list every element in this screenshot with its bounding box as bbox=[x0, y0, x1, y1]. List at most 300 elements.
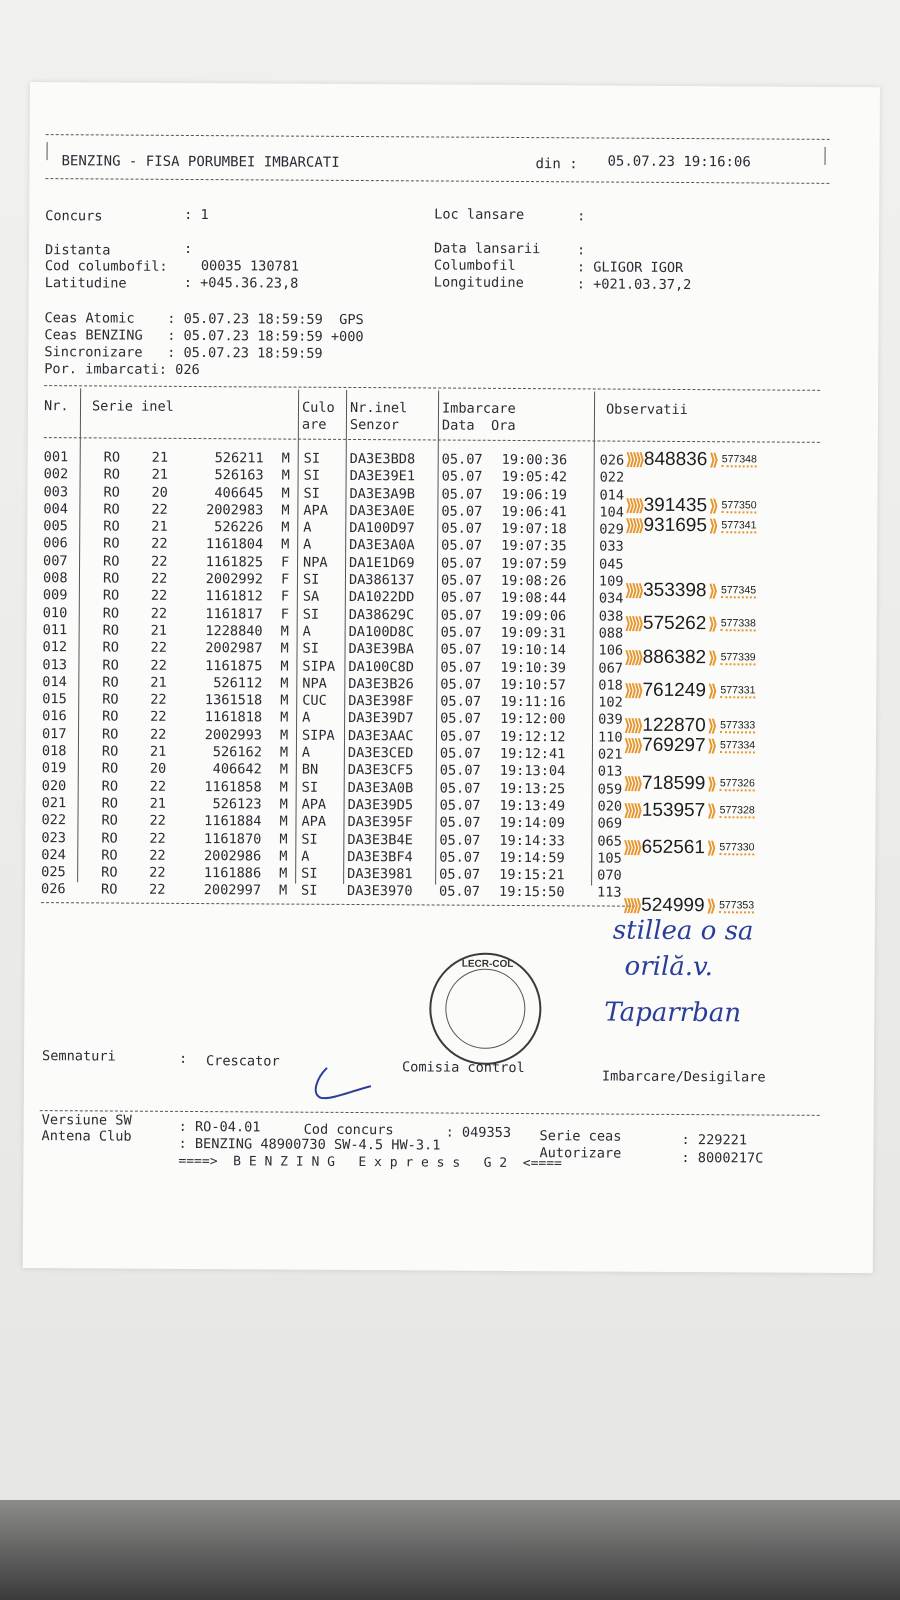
longitudine-value: : +021.03.37,2 bbox=[576, 276, 692, 294]
concurs-label: Concurs bbox=[45, 208, 103, 225]
col-serie-header: Serie inel bbox=[91, 398, 174, 415]
col-culoare-header-2: are bbox=[301, 416, 327, 433]
date-label: din : bbox=[535, 156, 578, 173]
paper-sheet bbox=[23, 82, 880, 1273]
cell-obs: 088 bbox=[598, 625, 624, 642]
cell-col: SIPA bbox=[301, 727, 335, 744]
cell-sex: M bbox=[279, 796, 288, 813]
cell-sex: M bbox=[280, 675, 289, 692]
cell-date: 05.07 bbox=[439, 883, 481, 901]
ring-sticker bbox=[623, 801, 754, 822]
cell-yr: 22 bbox=[150, 709, 167, 726]
sticker-pattern-icon: ⟩⟩⟩⟩⟩ bbox=[625, 517, 642, 535]
cell-obs: 026 bbox=[599, 452, 625, 469]
cell-sen: DA3E3B4E bbox=[347, 831, 413, 848]
cell-col: SI bbox=[303, 467, 321, 485]
cell-col: A bbox=[301, 744, 311, 761]
sticker-pattern-icon: ⟩⟩⟩⟩⟩ bbox=[625, 497, 642, 515]
cell-time: 19:07:35 bbox=[501, 538, 567, 555]
cell-num: 526123 bbox=[212, 796, 262, 813]
col-data-ora-header: Data Ora bbox=[441, 417, 516, 434]
ring-sticker bbox=[624, 681, 755, 702]
cell-sen: DA38629C bbox=[348, 606, 415, 624]
versiune-sw-value: : RO-04.01 bbox=[178, 1118, 261, 1136]
cell-nr: 021 bbox=[41, 795, 67, 812]
cell-nr: 001 bbox=[43, 449, 69, 466]
cell-time: 19:05:42 bbox=[501, 469, 568, 486]
cell-obs: 034 bbox=[598, 590, 624, 608]
cell-cc: RO bbox=[101, 864, 118, 881]
col-culoare-header: Culo bbox=[301, 399, 335, 416]
cell-num: 526211 bbox=[214, 450, 264, 467]
cell-sex: M bbox=[281, 467, 290, 484]
loc-lansare-value: : bbox=[577, 208, 586, 225]
footer-rule bbox=[40, 1110, 820, 1116]
cell-obs: 070 bbox=[597, 867, 622, 884]
sticker-code: 577333 bbox=[720, 719, 756, 732]
cell-col: SI bbox=[302, 571, 320, 588]
cell-cc: RO bbox=[103, 466, 121, 483]
cell-yr: 22 bbox=[150, 657, 167, 674]
cell-sex: M bbox=[281, 502, 290, 519]
sticker-code: 577326 bbox=[719, 777, 755, 790]
cell-nr: 013 bbox=[42, 656, 68, 673]
cell-nr: 003 bbox=[43, 483, 69, 500]
cell-col: A bbox=[302, 623, 311, 640]
cell-cc: RO bbox=[101, 829, 118, 847]
cell-sen: DA3E3A0B bbox=[347, 779, 414, 796]
header-left-bar bbox=[47, 142, 48, 160]
cell-cc: RO bbox=[101, 812, 118, 829]
cell-sex: M bbox=[279, 848, 288, 865]
cell-yr: 20 bbox=[149, 761, 167, 778]
cell-sex: M bbox=[279, 813, 288, 830]
sticker-pattern-icon: ⟩⟩ bbox=[708, 518, 716, 536]
ring-sticker bbox=[625, 496, 756, 517]
latitudine-label: Latitudine bbox=[44, 275, 127, 292]
cell-nr: 022 bbox=[41, 812, 67, 829]
cell-num: 526112 bbox=[213, 674, 263, 692]
cell-sex: M bbox=[279, 865, 288, 882]
cell-yr: 21 bbox=[150, 674, 167, 691]
cell-nr: 017 bbox=[41, 725, 67, 742]
cell-nr: 016 bbox=[42, 708, 67, 725]
cell-num: 1161817 bbox=[205, 605, 263, 623]
sticker-code: 577350 bbox=[721, 499, 757, 512]
loc-lansare-label: Loc lansare bbox=[434, 206, 525, 224]
sticker-pattern-icon: ⟩⟩⟩⟩⟩ bbox=[624, 717, 641, 735]
cell-date: 05.07 bbox=[441, 555, 483, 572]
cell-num: 2002993 bbox=[204, 726, 263, 744]
cell-date: 05.07 bbox=[439, 762, 481, 780]
cell-obs: 067 bbox=[598, 660, 624, 677]
cell-date: 05.07 bbox=[440, 693, 482, 710]
cell-obs: 109 bbox=[598, 573, 624, 590]
cell-cc: RO bbox=[101, 795, 119, 812]
cell-time: 19:09:31 bbox=[500, 624, 567, 642]
cell-date: 05.07 bbox=[441, 451, 483, 468]
sticker-pattern-icon: ⟩⟩ bbox=[708, 498, 716, 516]
sticker-number: 524999 bbox=[641, 894, 705, 917]
cell-sen: DA3E3B26 bbox=[348, 675, 414, 693]
cell-col: SI bbox=[302, 640, 319, 658]
cell-sen: DA1022DD bbox=[348, 589, 415, 606]
sticker-pattern-icon: ⟩⟩ bbox=[706, 898, 714, 916]
antena-club-value: : BENZING 48900730 SW-4.5 HW-3.1 bbox=[178, 1135, 441, 1154]
cell-sen: DA3E3981 bbox=[347, 866, 413, 883]
cell-num: 526162 bbox=[212, 744, 262, 761]
cell-col: SI bbox=[303, 485, 320, 502]
cell-yr: 22 bbox=[149, 882, 166, 899]
porumbei-imbarcati: Por. imbarcati: 026 bbox=[44, 361, 200, 379]
cell-date: 05.07 bbox=[439, 814, 481, 831]
cell-num: 2002986 bbox=[203, 847, 262, 865]
sticker-number: 848836 bbox=[643, 448, 708, 471]
cell-date: 05.07 bbox=[441, 486, 483, 503]
sticker-number: 575262 bbox=[642, 612, 707, 635]
cell-time: 19:13:25 bbox=[499, 780, 566, 797]
cell-num: 1161818 bbox=[204, 709, 263, 726]
sticker-number: 652561 bbox=[641, 836, 706, 859]
cell-sex: M bbox=[281, 519, 290, 536]
col-senzor-header: Senzor bbox=[349, 416, 400, 434]
autorizare-label: Autorizare bbox=[539, 1145, 622, 1162]
cell-date: 05.07 bbox=[440, 589, 482, 607]
cod-concurs-value: : 049353 bbox=[445, 1124, 512, 1141]
cell-yr: 21 bbox=[149, 795, 167, 812]
cell-sex: M bbox=[279, 744, 289, 761]
cell-cc: RO bbox=[101, 847, 118, 864]
cell-num: 1228840 bbox=[205, 623, 263, 640]
ring-sticker bbox=[625, 614, 756, 635]
cell-sex: M bbox=[280, 658, 289, 675]
cell-num: 406645 bbox=[214, 484, 264, 502]
cell-yr: 22 bbox=[149, 812, 166, 830]
comisia-control-label: Comisia control bbox=[401, 1059, 525, 1077]
cell-obs: 110 bbox=[597, 729, 623, 746]
crescator-signature bbox=[309, 1064, 379, 1104]
cell-sex: M bbox=[281, 450, 290, 467]
sticker-pattern-icon: ⟩⟩⟩⟩⟩ bbox=[624, 615, 641, 633]
sticker-number: 353398 bbox=[643, 579, 707, 602]
sticker-code: 577331 bbox=[720, 684, 756, 697]
sticker-pattern-icon: ⟩⟩ bbox=[708, 650, 715, 668]
col-nrinel-header: Nr.inel bbox=[349, 399, 408, 417]
cell-time: 19:09:06 bbox=[500, 607, 567, 624]
cell-nr: 024 bbox=[41, 846, 66, 864]
cell-cc: RO bbox=[103, 484, 120, 501]
cell-nr: 015 bbox=[42, 691, 67, 708]
columbofil-label: Columbofil bbox=[433, 257, 516, 274]
ceas-atomic: Ceas Atomic : 05.07.23 18:59:59 GPS bbox=[44, 310, 364, 329]
cell-sen: DA3E3A0A bbox=[349, 537, 415, 554]
cell-obs: 021 bbox=[597, 746, 623, 763]
cell-obs: 022 bbox=[599, 469, 625, 486]
cell-obs: 033 bbox=[599, 538, 624, 556]
cell-sen: DA100D8C bbox=[348, 623, 415, 641]
cell-time: 19:10:57 bbox=[500, 676, 566, 694]
distanta-label: Distanta bbox=[44, 242, 111, 259]
serie-ceas-value: : 229221 bbox=[681, 1132, 748, 1149]
cell-num: 2002997 bbox=[203, 882, 262, 899]
cell-date: 05.07 bbox=[439, 745, 481, 762]
cell-time: 19:12:12 bbox=[499, 728, 566, 746]
cell-time: 19:00:36 bbox=[501, 451, 568, 469]
ring-sticker bbox=[624, 648, 755, 669]
cell-yr: 22 bbox=[149, 726, 167, 743]
cell-sen: DA1E1D69 bbox=[349, 554, 415, 572]
cell-time: 19:14:33 bbox=[499, 832, 565, 849]
cell-cc: RO bbox=[101, 760, 119, 777]
cell-time: 19:06:19 bbox=[501, 486, 568, 503]
longitudine-label: Longitudine bbox=[433, 274, 524, 292]
sticker-pattern-icon: ⟩⟩ bbox=[707, 718, 715, 736]
cell-nr: 019 bbox=[41, 760, 67, 777]
cell-sen: DA3E3BD8 bbox=[349, 450, 416, 468]
cell-obs: 014 bbox=[599, 487, 625, 504]
cell-date: 05.07 bbox=[440, 676, 482, 693]
sticker-code: 577338 bbox=[720, 617, 756, 630]
ring-sticker bbox=[624, 774, 755, 795]
cell-cc: RO bbox=[101, 881, 118, 898]
sticker-pattern-icon: ⟩⟩ bbox=[707, 803, 714, 821]
cell-time: 19:13:49 bbox=[499, 797, 566, 815]
cell-date: 05.07 bbox=[440, 607, 482, 624]
cell-obs: 038 bbox=[598, 608, 624, 625]
sticker-pattern-icon: ⟩⟩⟩⟩⟩ bbox=[622, 897, 640, 915]
cell-time: 19:14:59 bbox=[499, 849, 565, 867]
sticker-number: 391435 bbox=[643, 494, 708, 517]
cell-sex: M bbox=[281, 537, 290, 554]
sticker-pattern-icon: ⟩⟩ bbox=[708, 583, 716, 601]
cell-nr: 010 bbox=[42, 604, 68, 621]
cell-date: 05.07 bbox=[439, 832, 481, 849]
cell-sen: DA3E39BA bbox=[348, 641, 415, 658]
sticker-number: 931695 bbox=[643, 514, 707, 537]
cell-col: SI bbox=[301, 865, 318, 882]
cell-sex: M bbox=[281, 485, 290, 502]
cod-columbofil-value: 00035 130781 bbox=[200, 258, 300, 275]
cell-sex: F bbox=[281, 554, 290, 571]
cell-cc: RO bbox=[102, 674, 119, 691]
cell-time: 19:13:04 bbox=[499, 763, 566, 780]
data-lansarii-value: : bbox=[576, 242, 586, 259]
document-title: BENZING - FISA PORUMBEI IMBARCATI bbox=[61, 153, 340, 171]
cell-sen: DA3E3AAC bbox=[347, 727, 414, 745]
cell-time: 19:08:44 bbox=[500, 590, 567, 607]
versiune-sw-label: Versiune SW bbox=[41, 1112, 132, 1129]
col-imbarcare-header: Imbarcare bbox=[441, 400, 516, 417]
cell-date: 05.07 bbox=[440, 710, 482, 728]
sticker-code: 577339 bbox=[720, 651, 756, 664]
cell-col: SI bbox=[301, 779, 319, 796]
cell-obs: 013 bbox=[597, 763, 623, 780]
cell-col: SI bbox=[301, 831, 318, 848]
autorizare-value: : 8000217C bbox=[681, 1149, 764, 1167]
floor-background bbox=[0, 1500, 900, 1600]
sticker-pattern-icon: ⟩⟩⟩⟩⟩ bbox=[625, 451, 642, 469]
cell-nr: 014 bbox=[42, 673, 67, 691]
cell-sen: DA3E3A9B bbox=[349, 485, 416, 502]
cell-cc: RO bbox=[101, 726, 119, 743]
cell-nr: 023 bbox=[41, 829, 66, 846]
cell-sex: F bbox=[280, 606, 289, 623]
cell-sex: F bbox=[280, 571, 290, 588]
cell-yr: 22 bbox=[151, 553, 168, 570]
sticker-pattern-icon: ⟩⟩⟩⟩⟩ bbox=[623, 802, 640, 820]
cell-nr: 018 bbox=[41, 743, 67, 760]
handwritten-line-3: Taparrban bbox=[604, 997, 742, 1029]
cell-num: 1161884 bbox=[204, 813, 262, 830]
cell-date: 05.07 bbox=[441, 503, 483, 520]
cell-obs: 020 bbox=[597, 798, 623, 815]
col-nr-header: Nr. bbox=[43, 398, 69, 415]
sticker-pattern-icon: ⟩⟩⟩⟩⟩ bbox=[623, 775, 640, 793]
cell-obs: 029 bbox=[599, 521, 624, 538]
cell-date: 05.07 bbox=[439, 866, 481, 883]
cell-num: 1161870 bbox=[204, 830, 262, 847]
cell-sen: DA100C8D bbox=[348, 658, 414, 675]
cell-nr: 009 bbox=[42, 587, 68, 604]
cell-date: 05.07 bbox=[440, 624, 482, 641]
cell-date: 05.07 bbox=[440, 641, 482, 659]
latitudine-value: : +045.36.23,8 bbox=[183, 274, 299, 292]
cod-concurs-label: Cod concurs bbox=[303, 1121, 394, 1139]
cell-obs: 018 bbox=[598, 677, 623, 694]
cell-yr: 22 bbox=[150, 605, 168, 622]
cell-nr: 011 bbox=[42, 622, 68, 639]
cell-time: 19:11:16 bbox=[500, 694, 566, 711]
cell-cc: RO bbox=[102, 605, 120, 622]
handwritten-line-1: stillea o sa bbox=[612, 915, 754, 947]
cell-cc: RO bbox=[102, 587, 120, 604]
cell-col: SI bbox=[302, 606, 320, 623]
cell-num: 1361518 bbox=[204, 692, 263, 709]
sticker-code: 577328 bbox=[719, 804, 755, 817]
cell-time: 19:07:59 bbox=[501, 555, 567, 573]
sticker-number: 122870 bbox=[642, 714, 706, 737]
cell-yr: 21 bbox=[150, 622, 168, 639]
cell-cc: RO bbox=[101, 743, 119, 760]
cell-col: NPA bbox=[303, 554, 328, 571]
stamp-text: LECR-COL bbox=[461, 958, 514, 970]
cell-sex: M bbox=[280, 640, 289, 657]
cell-time: 19:15:50 bbox=[499, 884, 565, 901]
cell-cc: RO bbox=[102, 639, 119, 656]
cell-num: 2002992 bbox=[205, 571, 264, 588]
cell-yr: 22 bbox=[149, 830, 166, 847]
cell-yr: 22 bbox=[149, 778, 167, 795]
cell-sex: M bbox=[280, 692, 289, 709]
cell-yr: 22 bbox=[149, 864, 166, 881]
sticker-code: 577345 bbox=[720, 584, 757, 597]
cell-sen: DA3E398F bbox=[348, 693, 414, 710]
cell-obs: 045 bbox=[599, 556, 624, 573]
cell-nr: 026 bbox=[41, 881, 66, 898]
cell-sex: M bbox=[279, 831, 288, 848]
cell-col: SI bbox=[303, 450, 321, 467]
cell-sen: DA3E3CF5 bbox=[347, 762, 414, 779]
cell-nr: 004 bbox=[43, 500, 69, 518]
data-lansarii-label: Data lansarii bbox=[433, 240, 541, 258]
header-right-bar bbox=[825, 147, 826, 165]
cell-sen: DA3E3CED bbox=[347, 745, 414, 762]
sticker-number: 153957 bbox=[641, 799, 706, 822]
cell-obs: 065 bbox=[597, 833, 622, 850]
print-date: 05.07.23 19:16:06 bbox=[607, 153, 751, 171]
cell-obs: 113 bbox=[597, 884, 622, 902]
sticker-pattern-icon: ⟩⟩ bbox=[707, 683, 715, 701]
cell-obs: 104 bbox=[599, 504, 624, 521]
cell-date: 05.07 bbox=[439, 849, 481, 866]
club-stamp bbox=[429, 952, 542, 1065]
semnaturi-label: Semnaturi bbox=[42, 1048, 116, 1065]
cell-yr: 22 bbox=[150, 588, 168, 605]
cell-nr: 008 bbox=[42, 570, 68, 587]
cell-num: 1161825 bbox=[205, 553, 264, 571]
cell-time: 19:07:18 bbox=[501, 521, 567, 538]
cell-sen: DA3E3A0E bbox=[349, 502, 415, 520]
handwritten-line-2: orilă.v. bbox=[624, 951, 714, 983]
cell-sex: M bbox=[279, 779, 288, 796]
cell-yr: 22 bbox=[150, 640, 167, 657]
cell-obs: 105 bbox=[597, 850, 622, 867]
cell-obs: 039 bbox=[598, 711, 623, 729]
cell-time: 19:08:26 bbox=[500, 572, 567, 590]
header-bottom-rule bbox=[45, 178, 829, 184]
sticker-pattern-icon: ⟩⟩⟩⟩⟩ bbox=[624, 682, 641, 700]
sticker-number: 761249 bbox=[642, 679, 706, 702]
cell-col: SA bbox=[302, 589, 320, 606]
cell-num: 1161858 bbox=[204, 778, 262, 796]
cell-date: 05.07 bbox=[441, 468, 483, 486]
cell-col: CUC bbox=[302, 692, 327, 709]
cell-nr: 012 bbox=[42, 639, 68, 656]
cell-num: 1161804 bbox=[205, 536, 264, 553]
cell-sen: DA3E39D5 bbox=[347, 796, 414, 814]
cell-sex: M bbox=[279, 882, 288, 900]
cell-yr: 21 bbox=[149, 743, 167, 760]
cell-cc: RO bbox=[103, 535, 120, 553]
cell-date: 05.07 bbox=[441, 520, 483, 537]
cell-num: 2002983 bbox=[206, 501, 264, 519]
cell-cc: RO bbox=[102, 622, 120, 639]
cell-col: BN bbox=[301, 762, 319, 779]
cod-columbofil-label: Cod columbofil: bbox=[44, 258, 168, 275]
sticker-code: 577353 bbox=[719, 899, 755, 912]
cell-date: 05.07 bbox=[440, 572, 482, 589]
columbofil-value: : GLIGOR IGOR bbox=[576, 259, 684, 276]
concurs-value: : 1 bbox=[184, 206, 209, 224]
stamp-inner-ring bbox=[445, 969, 525, 1049]
cell-sen: DA3E3970 bbox=[347, 883, 413, 900]
cell-col: A bbox=[301, 848, 310, 865]
cell-cc: RO bbox=[102, 708, 119, 726]
cell-yr: 22 bbox=[151, 536, 168, 553]
sticker-number: 718599 bbox=[641, 772, 706, 795]
sincronizare: Sincronizare : 05.07.23 18:59:59 bbox=[44, 344, 323, 362]
header-top-rule bbox=[46, 134, 830, 140]
cell-cc: RO bbox=[102, 657, 119, 674]
cell-time: 19:15:21 bbox=[499, 867, 565, 884]
ring-sticker bbox=[624, 716, 755, 737]
cell-time: 19:06:41 bbox=[501, 503, 567, 521]
imbarcare-desigilare-label: Imbarcare/Desigilare bbox=[601, 1068, 766, 1086]
cell-cc: RO bbox=[103, 449, 121, 466]
cell-num: 526163 bbox=[214, 467, 264, 484]
cell-obs: 059 bbox=[597, 781, 623, 798]
cell-yr: 22 bbox=[151, 501, 168, 518]
